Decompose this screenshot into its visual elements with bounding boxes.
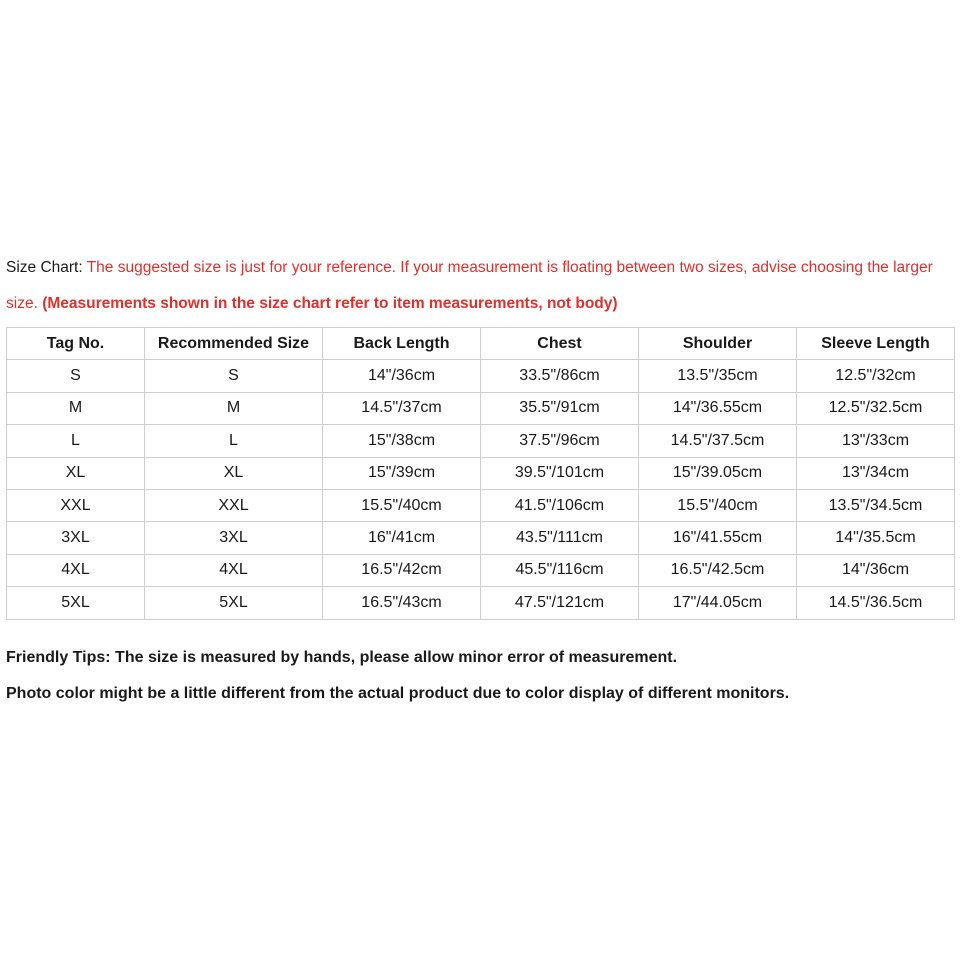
cell-shoulder: 16.5"/42.5cm — [639, 554, 797, 586]
cell-chest: 33.5"/86cm — [481, 360, 639, 392]
cell-tag-no: M — [7, 392, 145, 424]
cell-recommended-size: 3XL — [145, 522, 323, 554]
cell-chest: 37.5"/96cm — [481, 425, 639, 457]
cell-back-length: 15"/38cm — [323, 425, 481, 457]
size-table — [6, 327, 955, 620]
cell-sleeve-length: 14"/36cm — [797, 554, 955, 586]
cell-shoulder: 14"/36.55cm — [639, 392, 797, 424]
size-chart-emphasis: (Measurements shown in the size chart refer to item measurements, not body) — [42, 295, 618, 312]
table-row — [7, 587, 955, 619]
table-row — [7, 522, 955, 554]
cell-tag-no: S — [7, 360, 145, 392]
cell-tag-no: XXL — [7, 489, 145, 521]
cell-shoulder: 13.5"/35cm — [639, 360, 797, 392]
cell-back-length: 14.5"/37cm — [323, 392, 481, 424]
header-sleeve-length: Sleeve Length — [797, 328, 955, 360]
cell-recommended-size: 5XL — [145, 587, 323, 619]
cell-chest: 43.5"/111cm — [481, 522, 639, 554]
cell-back-length: 15.5"/40cm — [323, 489, 481, 521]
cell-recommended-size: M — [145, 392, 323, 424]
header-shoulder: Shoulder — [639, 328, 797, 360]
cell-chest: 47.5"/121cm — [481, 587, 639, 619]
cell-sleeve-length: 14.5"/36.5cm — [797, 587, 955, 619]
table-row — [7, 489, 955, 521]
cell-sleeve-length: 14"/35.5cm — [797, 522, 955, 554]
cell-chest: 35.5"/91cm — [481, 392, 639, 424]
cell-shoulder: 15.5"/40cm — [639, 489, 797, 521]
header-tag-no: Tag No. — [7, 328, 145, 360]
cell-chest: 45.5"/116cm — [481, 554, 639, 586]
header-recommended-size: Recommended Size — [145, 328, 323, 360]
header-chest: Chest — [481, 328, 639, 360]
cell-sleeve-length: 13"/33cm — [797, 425, 955, 457]
size-chart-label: Size Chart: — [6, 259, 83, 276]
cell-shoulder: 17"/44.05cm — [639, 587, 797, 619]
cell-sleeve-length: 13.5"/34.5cm — [797, 489, 955, 521]
cell-chest: 41.5"/106cm — [481, 489, 639, 521]
cell-recommended-size: XXL — [145, 489, 323, 521]
cell-sleeve-length: 12.5"/32cm — [797, 360, 955, 392]
cell-shoulder: 16"/41.55cm — [639, 522, 797, 554]
table-row — [7, 457, 955, 489]
cell-recommended-size: L — [145, 425, 323, 457]
cell-tag-no: 3XL — [7, 522, 145, 554]
cell-shoulder: 14.5"/37.5cm — [639, 425, 797, 457]
size-chart-intro — [6, 250, 956, 322]
friendly-tips — [6, 640, 956, 712]
cell-recommended-size: XL — [145, 457, 323, 489]
cell-tag-no: L — [7, 425, 145, 457]
cell-back-length: 16"/41cm — [323, 522, 481, 554]
cell-recommended-size: 4XL — [145, 554, 323, 586]
cell-tag-no: XL — [7, 457, 145, 489]
cell-sleeve-length: 12.5"/32.5cm — [797, 392, 955, 424]
cell-chest: 39.5"/101cm — [481, 457, 639, 489]
table-row — [7, 425, 955, 457]
cell-sleeve-length: 13"/34cm — [797, 457, 955, 489]
cell-tag-no: 5XL — [7, 587, 145, 619]
header-back-length: Back Length — [323, 328, 481, 360]
cell-back-length: 16.5"/43cm — [323, 587, 481, 619]
cell-back-length: 16.5"/42cm — [323, 554, 481, 586]
cell-back-length: 15"/39cm — [323, 457, 481, 489]
table-row — [7, 392, 955, 424]
cell-back-length: 14"/36cm — [323, 360, 481, 392]
tips-line-color: Photo color might be a little different from the actual product due to color display of different monitors. — [6, 685, 790, 702]
table-row — [7, 360, 955, 392]
cell-shoulder: 15"/39.05cm — [639, 457, 797, 489]
table-header-row — [7, 328, 955, 360]
size-chart-note: The suggested size is just for your reference. If your measurement is floating between two sizes, advise choosing the larger size. — [6, 259, 933, 312]
cell-tag-no: 4XL — [7, 554, 145, 586]
cell-recommended-size: S — [145, 360, 323, 392]
table-row — [7, 554, 955, 586]
tips-line-measurement: Friendly Tips: The size is measured by hands, please allow minor error of measurement. — [6, 649, 678, 666]
